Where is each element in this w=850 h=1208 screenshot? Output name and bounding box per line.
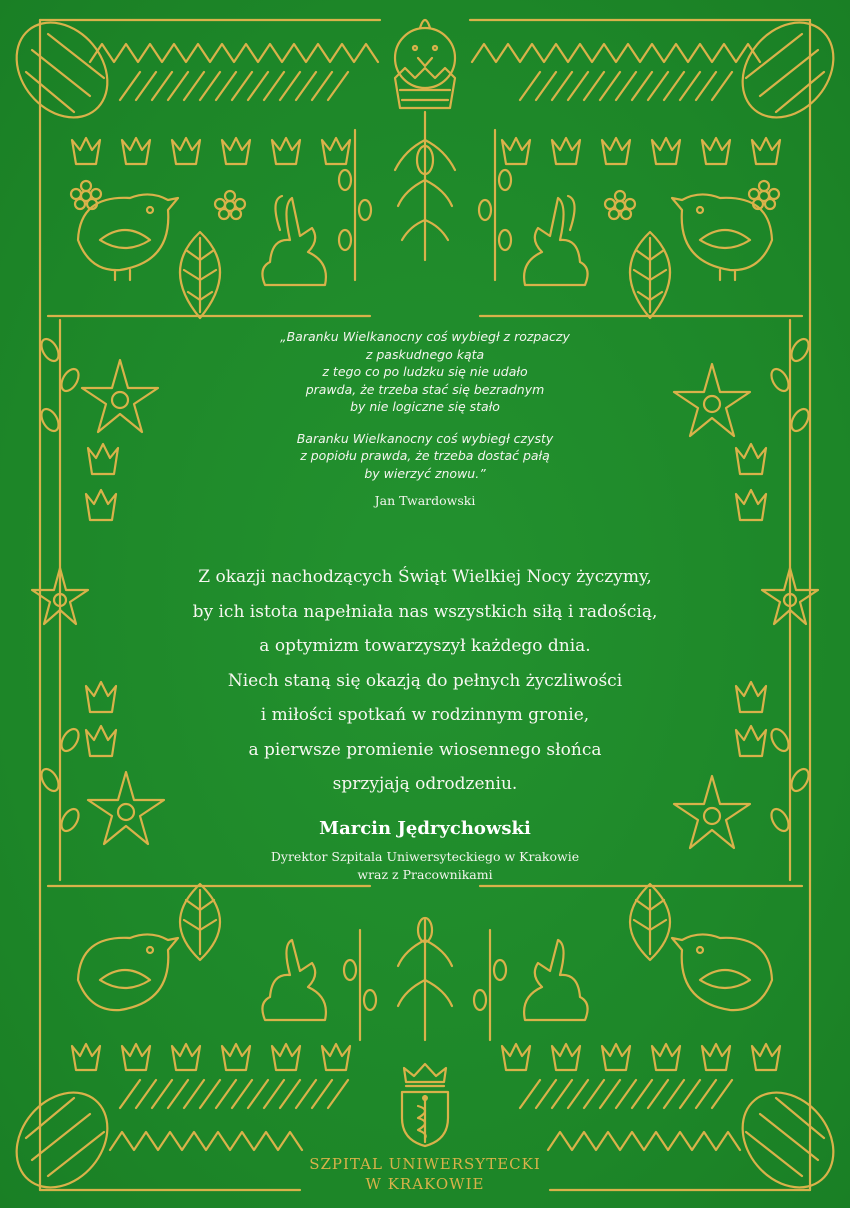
bird-bottom-left-icon bbox=[78, 934, 178, 1010]
poem-stanza-1 bbox=[0, 328, 850, 416]
poem-stanza-2 bbox=[0, 430, 850, 483]
easter-wishes bbox=[0, 560, 850, 802]
bunny-bottom-left-icon bbox=[262, 940, 326, 1020]
bunny-bottom-right-icon bbox=[524, 940, 588, 1020]
wishes-line: a pierwsze promienie wiosennego słońca bbox=[248, 739, 602, 760]
wishes-line: sprzyjają odrodzeniu. bbox=[332, 774, 518, 794]
chick-in-egg-icon bbox=[395, 20, 455, 108]
poem-line: Baranku Wielkanocny coś wybiegł czysty bbox=[296, 430, 554, 446]
zigzag-bottom-right bbox=[548, 1132, 740, 1150]
poem-line: by wierzyć znowu.” bbox=[364, 465, 486, 481]
poem-line: „Baranku Wielkanocny coś wybiegł z rozpaczy bbox=[280, 329, 570, 344]
easter-egg-top-right-icon bbox=[724, 4, 850, 135]
bird-top-right-icon bbox=[672, 194, 772, 280]
leaf-bottom-right-icon bbox=[630, 884, 670, 960]
wishes-line: Z okazji nachodzących Świąt Wielkiej Nocy życzymy, bbox=[198, 567, 652, 587]
poem-author: Jan Twardowski bbox=[374, 493, 476, 508]
hospital-name bbox=[0, 1154, 850, 1194]
signer-role-line: wraz z Pracownikami bbox=[357, 867, 493, 882]
poem-line: z tego co po ludzku się nie udało bbox=[322, 364, 528, 379]
wishes-line: by ich istota napełniała nas wszystkich siłą i radością, bbox=[192, 601, 658, 622]
bird-top-left-icon bbox=[78, 194, 178, 280]
hatch-band-top bbox=[120, 72, 732, 100]
bunny-top-right-icon bbox=[524, 196, 588, 285]
leaf-top-left-icon bbox=[180, 232, 220, 318]
easter-egg-top-left-icon bbox=[0, 4, 126, 135]
poem-line: prawda, że trzeba stać się bezradnym bbox=[305, 381, 545, 397]
zigzag-top-left bbox=[90, 44, 378, 62]
wishes-line: i miłości spotkań w rodzinnym gronie, bbox=[260, 705, 590, 725]
center-branch-bottom bbox=[344, 918, 506, 1040]
bunny-top-left-icon bbox=[262, 196, 326, 285]
zigzag-bottom-left bbox=[110, 1132, 302, 1150]
poem-line: by nie logiczne się stało bbox=[350, 399, 500, 414]
poem-line: z paskudnego kąta bbox=[365, 346, 485, 362]
bird-bottom-right-icon bbox=[672, 934, 772, 1010]
zigzag-top-right bbox=[472, 44, 760, 62]
leaf-top-right-icon bbox=[630, 232, 670, 318]
center-branch-top bbox=[339, 112, 511, 280]
hospital-name-line: SZPITAL UNIWERSYTECKI bbox=[309, 1155, 541, 1173]
poem-quote bbox=[0, 328, 850, 496]
signer-name: Marcin Jędrychowski bbox=[319, 818, 531, 839]
poem-line: z popiołu prawda, że trzeba dostać pałą bbox=[300, 448, 550, 463]
signer-role-line: Dyrektor Szpitala Uniwersyteckiego w Krakowie bbox=[270, 849, 580, 864]
hospital-name-line: W KRAKOWIE bbox=[365, 1175, 485, 1193]
leaf-bottom-left-icon bbox=[180, 884, 220, 960]
wishes-line: a optymizm towarzyszył każdego dnia. bbox=[259, 636, 591, 656]
crowned-shield-staff-of-asclepius-icon bbox=[398, 1062, 452, 1148]
wishes-line: Niech staną się okazją do pełnych życzliwości bbox=[227, 670, 623, 691]
signer-role bbox=[0, 848, 850, 884]
